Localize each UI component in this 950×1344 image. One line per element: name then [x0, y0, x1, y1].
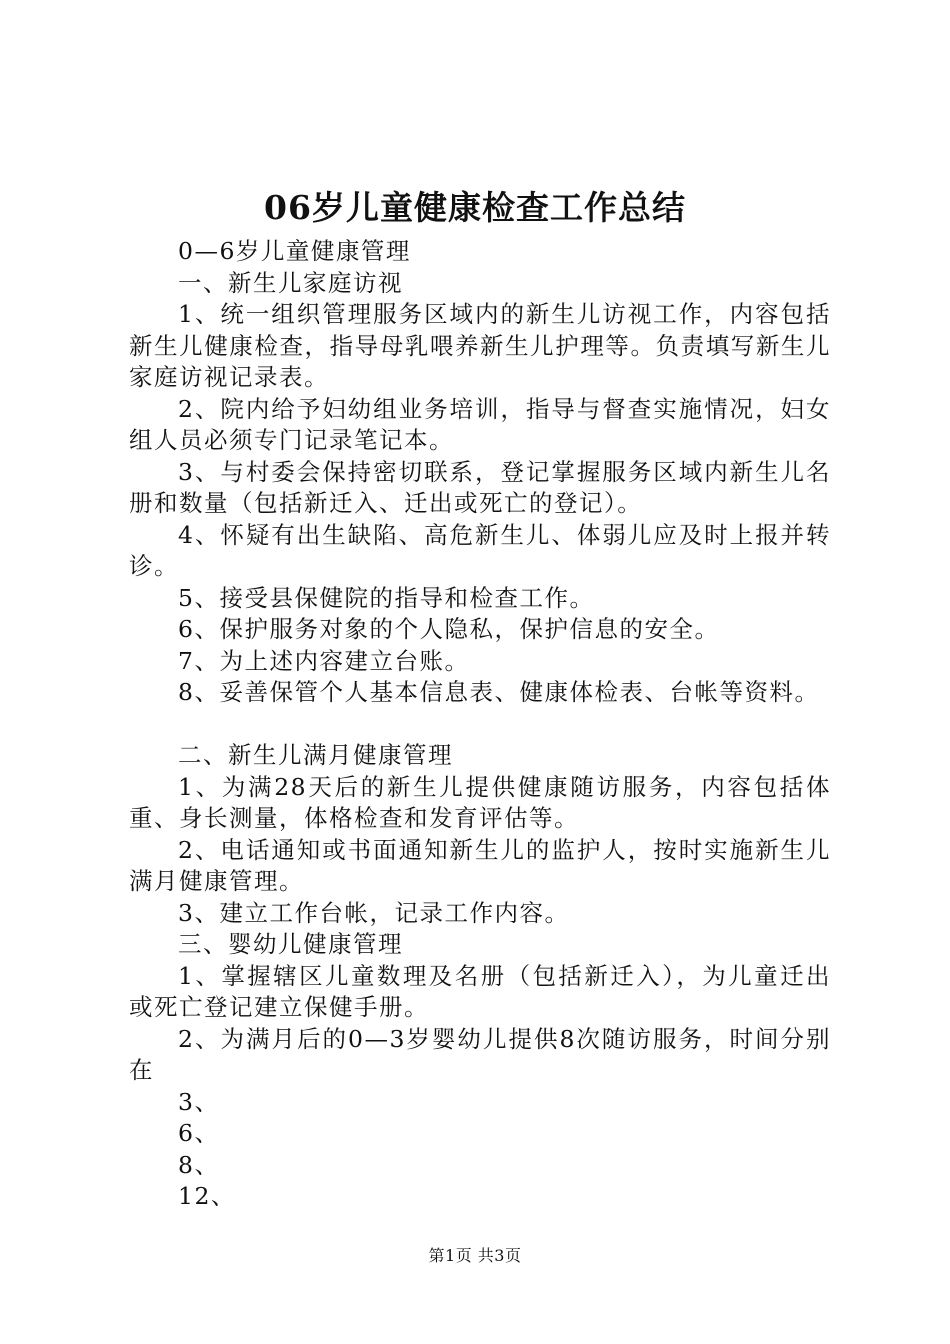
month-item-12: 12、	[178, 1182, 236, 1210]
section-2-item-2: 2、电话通知或书面通知新生儿的监护人，按时实施新生儿满月健康管理。	[129, 835, 831, 895]
document-body	[129, 236, 831, 1213]
section-3-heading: 三、婴幼儿健康管理	[178, 930, 403, 958]
section-1-heading: 一、新生儿家庭访视	[178, 268, 403, 297]
document-title: 06岁儿童健康检查工作总结	[264, 188, 686, 227]
section-2-heading: 二、新生儿满月健康管理	[178, 741, 453, 769]
month-item-8: 8、	[178, 1150, 220, 1179]
section-3-item-1: 1、掌握辖区儿童数理及名册（包括新迁入），为儿童迁出或死亡登记建立保健手册。	[129, 961, 831, 1021]
page-footer: 第1页 共3页	[428, 1246, 522, 1265]
section-1-item-8: 8、妥善保管个人基本信息表、健康体检表、台帐等资料。	[178, 678, 820, 706]
section-1-item-2: 2、院内给予妇幼组业务培训，指导与督查实施情况，妇女组人员必须专门记录笔记本。	[129, 394, 831, 454]
paragraph-spacer	[129, 709, 831, 741]
section-2-item-3: 3、建立工作台帐，记录工作内容。	[178, 898, 570, 927]
section-1-item-3: 3、与村委会保持密切联系，登记掌握服务区域内新生儿名册和数量（包括新迁入、迁出或死亡的登记）。	[129, 457, 831, 517]
section-2-item-1: 1、为满28天后的新生儿提供健康随访服务，内容包括体重、身长测量，体格检查和发育评估等。	[129, 772, 831, 832]
section-3-item-2: 2、为满月后的0—3岁婴幼儿提供8次随访服务，时间分别在	[129, 1024, 831, 1084]
intro-line: 0—6岁儿童健康管理	[178, 237, 411, 265]
section-1-item-6: 6、保护服务对象的个人隐私，保护信息的安全。	[178, 615, 720, 643]
section-1-item-7: 7、为上述内容建立台账。	[178, 646, 470, 675]
section-1-item-5: 5、接受县保健院的指导和检查工作。	[178, 583, 595, 612]
section-1-item-4: 4、怀疑有出生缺陷、高危新生儿、体弱儿应及时上报并转诊。	[129, 520, 831, 580]
section-1-item-1: 1、统一组织管理服务区域内的新生儿访视工作，内容包括新生儿健康检查，指导母乳喂养新生儿护理等。负责填写新生儿家庭访视记录表。	[129, 300, 831, 391]
month-item-6: 6、	[178, 1119, 220, 1147]
month-item-3: 3、	[178, 1087, 220, 1116]
